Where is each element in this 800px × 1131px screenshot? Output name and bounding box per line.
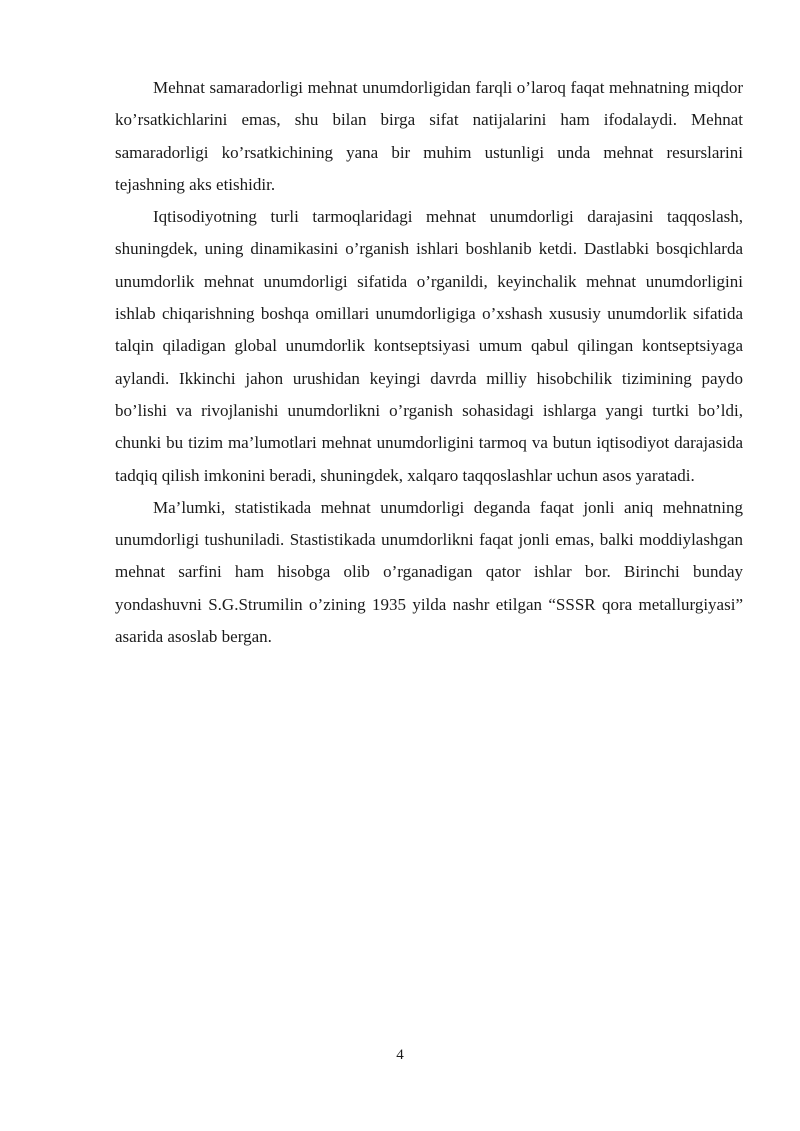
- paragraph-3: Ma’lumki, statistikada mehnat unumdorligi deganda faqat jonli aniq mehnatning unumdorligi tushuniladi. Stastistikada unumdorlikni faqat jonli emas, balki moddiylashgan mehnat sarfini ham hisobga olib o’rganadigan qator ishlar bor. Birinchi bunday yondashuvni S.G.Strumilin o’zining 1935 yilda nashr etilgan “SSSR qora metallurgiyasi” asarida asoslab bergan.: [115, 497, 743, 647]
- paragraph-1: Mehnat samaradorligi mehnat unumdorligidan farqli o’laroq faqat mehnatning miqdor ko’rsatkichlarini emas, shu bilan birga sifat natijalarini ham ifodalaydi. Mehnat samaradorligi ko’rsatkichining yana bir muhim ustunligi unda mehnat resurslarini tejashning aks etishidir.: [115, 78, 743, 194]
- document-body: [115, 72, 743, 653]
- page-number: 4: [396, 1047, 404, 1063]
- paragraph-2: Iqtisodiyotning turli tarmoqlaridagi mehnat unumdorligi darajasini taqqoslash, shuningdek, uning dinamikasini o’rganish ishlari boshlanib ketdi. Dastlabki bosqichlarda unumdorlik mehnat unumdorligi sifatida o’rganildi, keyinchalik mehnat unumdorligini ishlab chiqarishning boshqa omillari unumdorligiga o’xshash xususiy unumdorlik sifatida talqin qiladigan global unumdorlik kontseptsiyasi umum qabul qilingan kontseptsiyaga aylandi. Ikkinchi jahon urushidan keyingi davrda milliy hisobchilik tizimining paydo bo’lishi va rivojlanishi unumdorlikni o’rganish sohasidagi ishlarga yangi turtki bo’ldi, chunki bu tizim ma’lumotlari mehnat unumdorligini tarmoq va butun iqtisodiyot darajasida tadqiq qilish imkonini beradi, shuningdek, xalqaro taqqoslashlar uchun asos yaratadi.: [115, 207, 743, 485]
